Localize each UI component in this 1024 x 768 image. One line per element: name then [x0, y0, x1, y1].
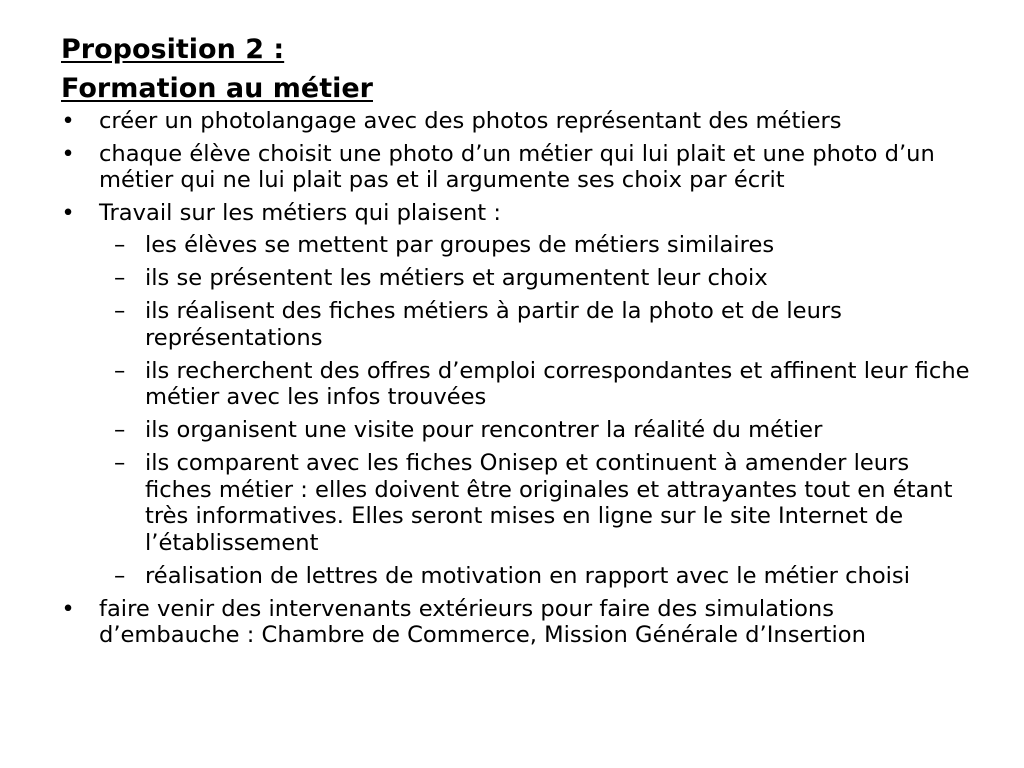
sub-bullet-text: ils recherchent des offres d’emploi correspondantes et affinent leur fiche métier avec les infos trouvées: [145, 357, 970, 410]
bullet-text: créer un photolangage avec des photos représentant des métiers: [99, 108, 842, 134]
bullet-list: [61, 108, 981, 649]
slide-title-line-2: Formation au métier: [61, 73, 373, 104]
dash-marker: –: [114, 265, 126, 291]
sub-bullet-item: [61, 417, 981, 444]
dash-marker: –: [114, 450, 126, 476]
bullet-marker: •: [61, 595, 75, 622]
sub-bullet-item: [61, 298, 981, 351]
bullet-marker: •: [61, 140, 75, 167]
sub-bullet-item: [61, 358, 981, 411]
bullet-item: [61, 108, 981, 135]
sub-bullet-text: réalisation de lettres de motivation en rapport avec le métier choisi: [145, 562, 910, 589]
dash-marker: –: [114, 562, 126, 589]
bullet-marker: •: [61, 108, 75, 134]
dash-marker: –: [114, 232, 126, 258]
bullet-text: Travail sur les métiers qui plaisent :: [99, 199, 501, 226]
sub-bullet-text: ils réalisent des fiches métiers à partir de la photo et de leurs représentations: [145, 298, 842, 351]
sub-bullet-text: ils se présentent les métiers et argumentent leur choix: [145, 265, 768, 291]
sub-bullet-list: [99, 232, 981, 589]
slide: [61, 30, 981, 649]
slide-title-line-1: Proposition 2 :: [61, 34, 285, 65]
sub-bullet-item: [61, 232, 981, 259]
bullet-text: chaque élève choisit une photo d’un métier qui lui plait et une photo d’un métier qui ne lui plait pas et il argumente ses choix par écrit: [99, 140, 935, 193]
sub-bullet-item: [61, 450, 981, 556]
sub-bullet-text: ils organisent une visite pour rencontrer la réalité du métier: [145, 417, 823, 443]
bullet-marker: •: [61, 199, 75, 226]
bullet-text: faire venir des intervenants extérieurs pour faire des simulations d’embauche : Chambre de Commerce, Mission Générale d’Insertion: [99, 595, 866, 648]
sub-bullet-item: [61, 265, 981, 292]
sub-bullet-item: [61, 563, 981, 590]
bullet-item: [61, 200, 981, 590]
sub-bullet-text: ils comparent avec les fiches Onisep et continuent à amender leurs fiches métier : elles doivent être originales et attrayantes tout en étant très informatives. Elles seront mises en ligne sur le site Internet de l’établissement: [145, 450, 953, 556]
dash-marker: –: [114, 357, 126, 384]
bullet-item: [61, 141, 981, 194]
dash-marker: –: [114, 417, 126, 443]
dash-marker: –: [114, 298, 126, 324]
bullet-item: [61, 596, 981, 649]
sub-bullet-text: les élèves se mettent par groupes de métiers similaires: [145, 232, 775, 258]
